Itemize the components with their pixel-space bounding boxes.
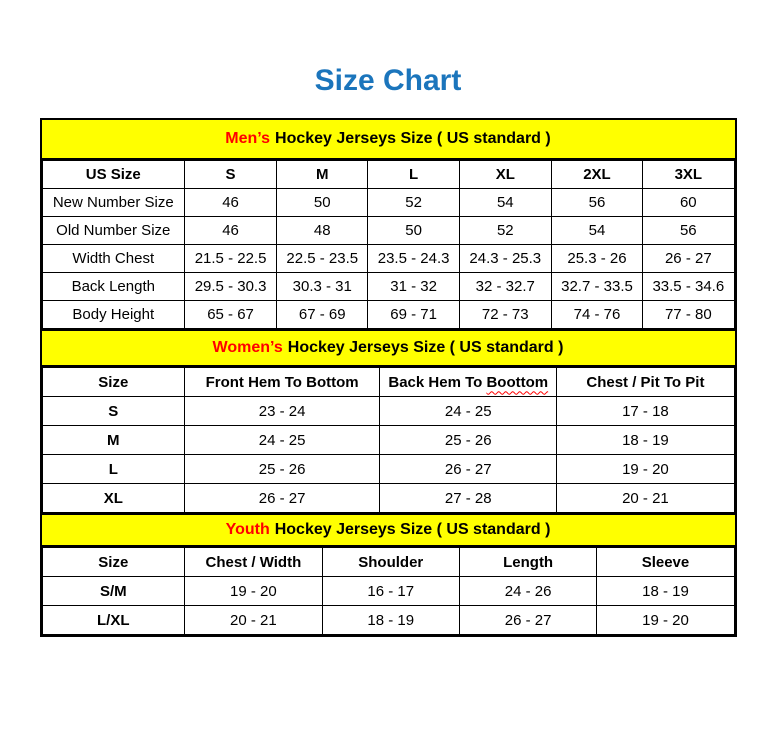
row-label: S — [42, 397, 185, 426]
data-cell: 19 - 20 — [185, 577, 323, 606]
data-cell: 30.3 - 31 — [277, 273, 368, 301]
data-cell: 56 — [551, 189, 642, 217]
header-cell: Shoulder — [322, 548, 459, 577]
size-table-womens — [42, 329, 735, 513]
data-cell: 52 — [459, 217, 551, 245]
data-cell: 46 — [185, 189, 277, 217]
row-label: New Number Size — [42, 189, 185, 217]
table-row — [42, 217, 734, 245]
band-text-mens: Hockey Jerseys Size ( US standard ) — [275, 130, 551, 147]
size-chart-page — [0, 64, 776, 637]
data-cell: 19 - 20 — [597, 606, 734, 635]
table-row — [42, 484, 734, 513]
data-cell: 74 - 76 — [551, 301, 642, 329]
section-band-mens — [42, 120, 735, 160]
data-cell: 50 — [368, 217, 459, 245]
header-cell: XL — [459, 161, 551, 189]
data-cell: 26 - 27 — [459, 606, 597, 635]
data-cell: 24 - 25 — [380, 397, 557, 426]
data-cell: 33.5 - 34.6 — [643, 273, 734, 301]
data-cell: 67 - 69 — [277, 301, 368, 329]
data-cell: 20 - 21 — [185, 606, 323, 635]
size-chart-tables — [40, 118, 737, 637]
data-cell: 22.5 - 23.5 — [277, 245, 368, 273]
data-cell: 24.3 - 25.3 — [459, 245, 551, 273]
header-cell: L — [368, 161, 459, 189]
header-cell: S — [185, 161, 277, 189]
table-row — [42, 301, 734, 329]
header-cell: Length — [459, 548, 597, 577]
row-label: XL — [42, 484, 185, 513]
band-highlight-womens: Women’s — [212, 339, 283, 356]
row-label: L/XL — [42, 606, 185, 635]
header-cell: Front Hem To Bottom — [185, 368, 380, 397]
header-row — [42, 368, 734, 397]
band-highlight-youth: Youth — [225, 521, 270, 538]
header-cell: Chest / Pit To Pit — [557, 368, 734, 397]
table-row — [42, 189, 734, 217]
header-cell: 3XL — [643, 161, 734, 189]
data-cell: 16 - 17 — [322, 577, 459, 606]
header-cell: Back Hem To Boottom — [380, 368, 557, 397]
header-cell: M — [277, 161, 368, 189]
table-womens — [42, 367, 735, 513]
data-cell: 18 - 19 — [557, 426, 734, 455]
data-cell: 69 - 71 — [368, 301, 459, 329]
table-row — [42, 245, 734, 273]
band-highlight-mens: Men’s — [225, 130, 271, 147]
data-cell: 27 - 28 — [380, 484, 557, 513]
table-mens — [42, 160, 735, 329]
table-row — [42, 606, 734, 635]
data-cell: 32.7 - 33.5 — [551, 273, 642, 301]
header-cell: Size — [42, 548, 185, 577]
page-title: Size Chart — [314, 64, 462, 97]
data-cell: 20 - 21 — [557, 484, 734, 513]
header-cell: 2XL — [551, 161, 642, 189]
row-label: Width Chest — [42, 245, 185, 273]
data-cell: 29.5 - 30.3 — [185, 273, 277, 301]
data-cell: 65 - 67 — [185, 301, 277, 329]
data-cell: 26 - 27 — [380, 455, 557, 484]
header-row — [42, 548, 734, 577]
row-label: Old Number Size — [42, 217, 185, 245]
row-label: L — [42, 455, 185, 484]
data-cell: 77 - 80 — [643, 301, 734, 329]
row-label: S/M — [42, 577, 185, 606]
data-cell: 25 - 26 — [380, 426, 557, 455]
size-table-youth — [42, 513, 735, 635]
header-cell: Sleeve — [597, 548, 734, 577]
table-row — [42, 455, 734, 484]
data-cell: 18 - 19 — [597, 577, 734, 606]
table-row — [42, 577, 734, 606]
size-table-mens — [42, 120, 735, 329]
data-cell: 24 - 26 — [459, 577, 597, 606]
band-text-youth: Hockey Jerseys Size ( US standard ) — [274, 521, 551, 538]
misspelled-word: Boottom — [486, 373, 549, 391]
data-cell: 21.5 - 22.5 — [185, 245, 277, 273]
header-row — [42, 161, 734, 189]
data-cell: 23 - 24 — [185, 397, 380, 426]
data-cell: 50 — [277, 189, 368, 217]
table-youth — [42, 547, 735, 635]
data-cell: 72 - 73 — [459, 301, 551, 329]
data-cell: 26 - 27 — [185, 484, 380, 513]
table-row — [42, 273, 734, 301]
data-cell: 31 - 32 — [368, 273, 459, 301]
section-band-youth — [42, 513, 735, 547]
data-cell: 23.5 - 24.3 — [368, 245, 459, 273]
data-cell: 25 - 26 — [185, 455, 380, 484]
data-cell: 32 - 32.7 — [459, 273, 551, 301]
data-cell: 24 - 25 — [185, 426, 380, 455]
data-cell: 54 — [551, 217, 642, 245]
data-cell: 46 — [185, 217, 277, 245]
section-band-womens — [42, 329, 735, 367]
data-cell: 60 — [643, 189, 734, 217]
data-cell: 54 — [459, 189, 551, 217]
band-text-womens: Hockey Jerseys Size ( US standard ) — [287, 339, 564, 356]
table-row — [42, 426, 734, 455]
header-cell: Size — [42, 368, 185, 397]
data-cell: 48 — [277, 217, 368, 245]
data-cell: 52 — [368, 189, 459, 217]
data-cell: 25.3 - 26 — [551, 245, 642, 273]
row-label: M — [42, 426, 185, 455]
header-cell: US Size — [42, 161, 185, 189]
data-cell: 56 — [643, 217, 734, 245]
row-label: Back Length — [42, 273, 185, 301]
data-cell: 18 - 19 — [322, 606, 459, 635]
data-cell: 17 - 18 — [557, 397, 734, 426]
row-label: Body Height — [42, 301, 185, 329]
data-cell: 19 - 20 — [557, 455, 734, 484]
data-cell: 26 - 27 — [643, 245, 734, 273]
header-cell: Chest / Width — [185, 548, 323, 577]
table-row — [42, 397, 734, 426]
